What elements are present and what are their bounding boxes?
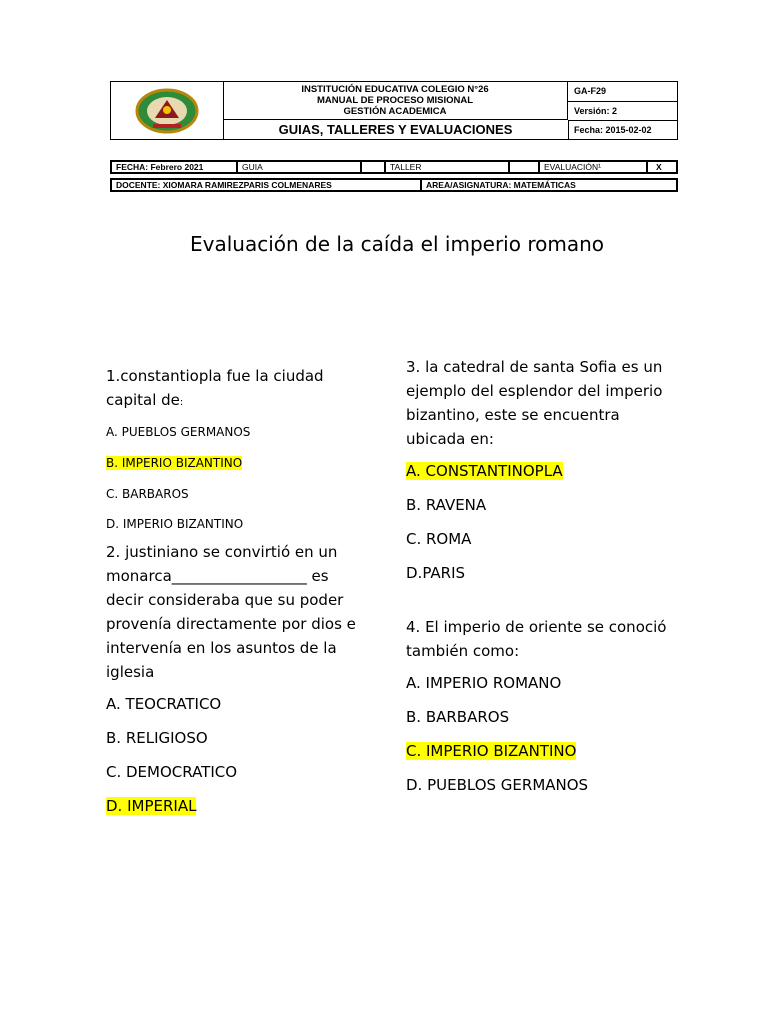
guides-title: GUIAS, TALLERES Y EVALUACIONES — [223, 120, 569, 139]
page-title: Evaluación de la caída el imperio romano — [190, 232, 604, 256]
right-column — [406, 355, 686, 795]
q3-line3: bizantino, este se encuentra — [406, 406, 620, 424]
q1-option-d: D. IMPERIO BIZANTINO — [106, 517, 244, 531]
q1-line1: 1.constantiopla fue la ciudad — [106, 367, 324, 385]
header-institution-block — [223, 82, 568, 120]
q2-line3: decir consideraba que su poder — [106, 591, 344, 609]
institution-name: INSTITUCIÓN EDUCATIVA COLEGIO N°26 — [301, 84, 489, 95]
doc-code: GA-F29 — [574, 86, 607, 96]
left-column — [106, 364, 376, 816]
q1-option-c: C. BARBAROS — [106, 487, 189, 501]
evaluacion-mark: X — [656, 162, 662, 172]
q4-line2: también como: — [406, 642, 520, 660]
q2-line4: provenía directamente por dios e — [106, 615, 356, 633]
q2-line1: 2. justiniano se convirtió en un — [106, 543, 338, 561]
evaluacion-field: EVALUACIÓN¹ — [540, 162, 648, 172]
q3-option-d: D.PARIS — [406, 564, 466, 582]
doc-version: Versión: 2 — [568, 101, 677, 120]
q2-option-b: B. RELIGIOSO — [106, 729, 208, 747]
q4-line1: 4. El imperio de oriente se conoció — [406, 618, 667, 636]
q4-option-b: B. BARBAROS — [406, 708, 510, 726]
q2-option-c: C. DEMOCRATICO — [106, 763, 238, 781]
docente-field: DOCENTE: XIOMARA RAMIREZPARIS COLMENARES — [112, 180, 422, 190]
area-field: AREA/ASIGNATURA: MATEMÁTICAS — [426, 180, 576, 190]
q4-option-c: C. IMPERIO BIZANTINO — [406, 742, 577, 760]
management-name: GESTIÓN ACADEMICA — [343, 106, 447, 117]
q3-line2: ejemplo del esplendor del imperio — [406, 382, 663, 400]
document-header — [110, 81, 678, 140]
q2-line5: intervenía en los asuntos de la — [106, 639, 337, 657]
q4-option-d: D. PUEBLOS GERMANOS — [406, 776, 589, 794]
guia-field: GUIA — [238, 162, 362, 172]
taller-check — [510, 162, 540, 172]
school-crest-icon — [135, 88, 199, 134]
q2-option-a: A. TEOCRATICO — [106, 695, 222, 713]
q3-option-c: C. ROMA — [406, 530, 472, 548]
q3-option-a: A. CONSTANTINOPLA — [406, 462, 563, 480]
manual-name: MANUAL DE PROCESO MISIONAL — [316, 95, 474, 106]
q1-line2: capital de: — [106, 391, 184, 409]
taller-field: TALLER — [386, 162, 510, 172]
info-row-1 — [110, 160, 678, 174]
q2-line6: iglesia — [106, 663, 155, 681]
guia-check — [362, 162, 386, 172]
q3-option-b: B. RAVENA — [406, 496, 487, 514]
fecha-field: FECHA: Febrero 2021 — [112, 162, 238, 172]
header-meta — [568, 82, 677, 139]
q4-option-a: A. IMPERIO ROMANO — [406, 674, 562, 692]
school-logo — [111, 82, 224, 139]
q1-option-b: B. IMPERIO BIZANTINO — [106, 456, 243, 470]
q3-line4: ubicada en: — [406, 430, 494, 448]
q2-option-d: D. IMPERIAL — [106, 797, 197, 815]
q3-line1: 3. la catedral de santa Sofia es un — [406, 358, 663, 376]
doc-date: Fecha: 2015-02-02 — [568, 120, 677, 139]
q2-line2: monarca__________________ es — [106, 567, 329, 585]
info-row-2 — [110, 178, 678, 192]
q1-option-a: A. PUEBLOS GERMANOS — [106, 425, 251, 439]
